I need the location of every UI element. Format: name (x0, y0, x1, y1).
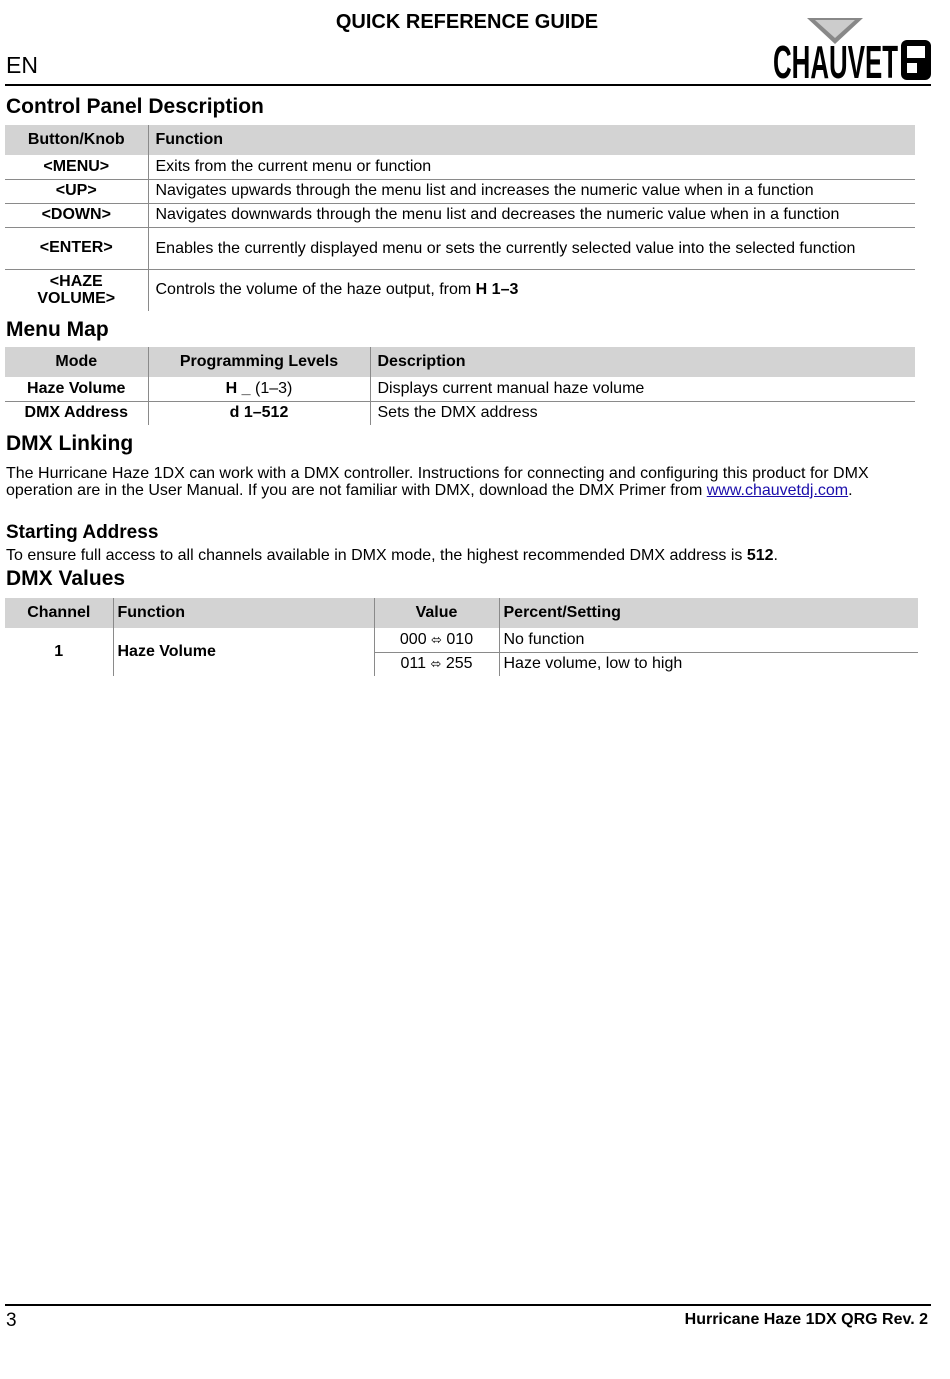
menu-map-table (5, 347, 915, 425)
max-address-value: 512 (746, 547, 774, 564)
value-setting: No function (499, 628, 918, 652)
table-row (5, 269, 915, 311)
col-percent-setting: Percent/Setting (499, 598, 918, 628)
mode-description: Displays current manual haze volume (370, 377, 915, 401)
button-function: Exits from the current menu or function (148, 155, 915, 179)
dmx-linking-heading: DMX Linking (6, 432, 134, 455)
value-setting: Haze volume, low to high (503, 655, 683, 673)
channel-number: 1 (5, 628, 113, 676)
button-function (148, 269, 915, 311)
starting-address-paragraph (6, 547, 926, 564)
button-name: <ENTER> (5, 227, 148, 269)
table-row (5, 179, 915, 203)
level-range: (1–3) (250, 379, 293, 397)
table-row (5, 203, 915, 227)
svg-text:CHAUVET: CHAUVET (773, 36, 898, 82)
dmx-values-table (5, 598, 918, 676)
document-reference: Hurricane Haze 1DX QRG Rev. 2 (684, 1311, 928, 1328)
table-row (5, 155, 915, 179)
button-name: <HAZE VOLUME> (5, 269, 148, 311)
table-row (5, 377, 915, 401)
starting-address-text: To ensure full access to all channels available in DMX mode, the highest recommended DMX address is (6, 547, 747, 564)
dmx-linking-paragraph (6, 465, 926, 499)
button-name: <UP> (5, 179, 148, 203)
col-function: Function (113, 598, 374, 628)
function-range: H 1–3 (475, 281, 519, 299)
document-title: QUICK REFERENCE GUIDE (335, 11, 599, 33)
starting-address-period: . (773, 547, 778, 564)
button-name: <MENU> (5, 155, 148, 179)
button-function: Navigates upwards through the menu list and increases the numeric value when in a function (148, 179, 915, 203)
page-number: 3 (6, 1310, 17, 1331)
value-to: 010 (446, 630, 474, 648)
footer-rule (5, 1304, 931, 1306)
language-code: EN (6, 52, 38, 78)
col-function: Function (148, 125, 915, 155)
chauvetdj-link[interactable]: www.chauvetdj.com (706, 482, 849, 499)
button-function: Enables the currently displayed menu or sets the currently selected value into the selected function (148, 227, 915, 269)
programming-level (148, 401, 370, 425)
value-range (374, 628, 499, 652)
dmx-linking-period: . (848, 482, 853, 499)
col-programming-levels: Programming Levels (148, 347, 370, 377)
dmx-linking-text: The Hurricane Haze 1DX can work with a DMX controller. Instructions for connecting and configuring this product for DMX operation are in the User Manual. If you are not familiar with DMX, download the DMX Primer from (6, 465, 869, 499)
level-code: d 1–512 (229, 404, 289, 422)
control-panel-heading: Control Panel Description (6, 95, 264, 118)
col-value: Value (374, 598, 499, 628)
value-to: 255 (445, 655, 473, 673)
function-text: Controls the volume of the haze output, from (155, 281, 476, 299)
programming-level (148, 377, 370, 401)
range-arrow-icon: ⬄ (430, 657, 442, 673)
menu-map-heading: Menu Map (6, 318, 109, 341)
table-row (5, 401, 915, 425)
value-from: 000 (399, 630, 427, 648)
range-arrow-icon: ⬄ (431, 632, 442, 648)
header-rule (5, 84, 931, 86)
table-row (5, 628, 918, 652)
col-channel: Channel (5, 598, 113, 628)
control-panel-table (5, 125, 915, 311)
mode-name: Haze Volume (5, 377, 148, 401)
value-range (374, 652, 499, 676)
col-mode: Mode (5, 347, 148, 377)
button-name: <DOWN> (5, 203, 148, 227)
mode-name: DMX Address (5, 401, 148, 425)
dmx-values-heading: DMX Values (6, 567, 126, 590)
channel-function: Haze Volume (113, 628, 374, 676)
level-code: H _ (225, 379, 251, 397)
starting-address-heading: Starting Address (6, 522, 159, 543)
table-row (5, 227, 915, 269)
value-from: 011 (400, 655, 426, 673)
col-button-knob: Button/Knob (5, 125, 148, 155)
col-description: Description (370, 347, 915, 377)
chauvet-dj-logo (773, 16, 933, 82)
button-function: Navigates downwards through the menu list and decreases the numeric value when in a function (148, 203, 915, 227)
mode-description: Sets the DMX address (377, 404, 538, 422)
